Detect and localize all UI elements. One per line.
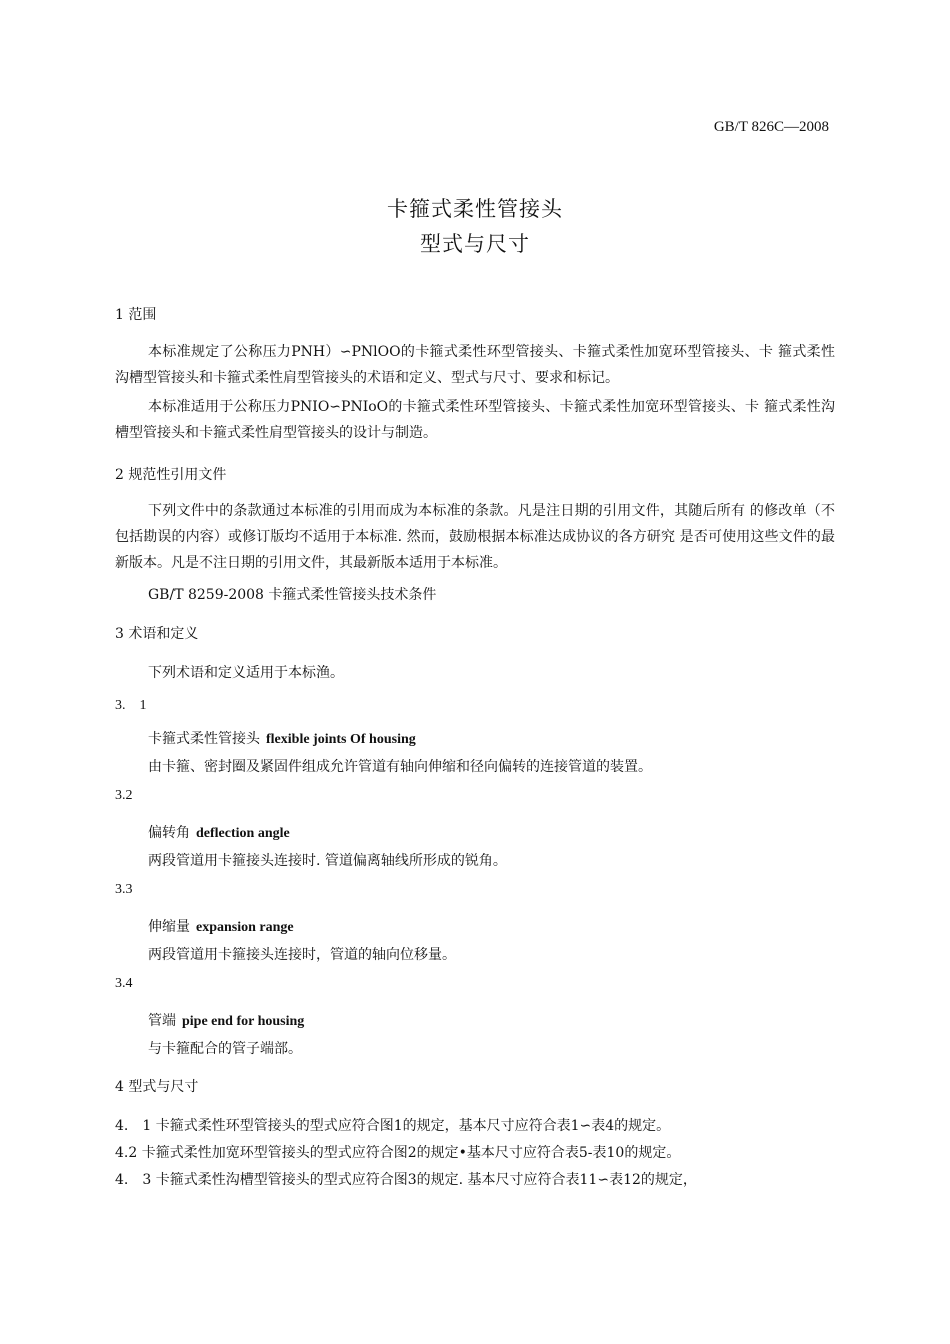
term-english: flexible joints Of housing bbox=[266, 732, 416, 747]
standard-number: GB/T 826C—2008 bbox=[713, 119, 829, 135]
term-definition: 两段管道用卡箍接头连接时，管道的轴向位移量。 bbox=[148, 947, 456, 963]
clause-4-3: 4. 3 卡箍式柔性沟槽型管接头的型式应符合图3的规定. 基本尺寸应符合表11∽表12的规定， bbox=[115, 1172, 697, 1188]
clause-4-1: 4. 1 卡箍式柔性环型管接头的型式应符合图1的规定，基本尺寸应符合表1∽表4的规定。 bbox=[115, 1118, 671, 1134]
term-number: 3.2 bbox=[115, 788, 133, 803]
term-title bbox=[148, 916, 294, 936]
term-number: 3.4 bbox=[115, 976, 133, 991]
term-title bbox=[148, 728, 416, 748]
term-chinese: 管端 bbox=[148, 1013, 176, 1029]
term-chinese: 伸缩量 bbox=[148, 919, 190, 935]
section-2-paragraph: 下列文件中的条款通过本标准的引用而成为本标准的条款。凡是注日期的引用文件，其随后所有 的修改单（不包括勘误的内容）或修订版均不适用于本标准. 然而，鼓励根据本标准达成协议的各方研究 是否可使用这些文件的最新版本。凡是不注日期的引用文件，其最新版本适用于本标准。 bbox=[115, 503, 835, 571]
term-title bbox=[148, 822, 290, 842]
term-english: deflection angle bbox=[196, 826, 290, 841]
document-title-line1: 卡箍式柔性管接头 bbox=[387, 197, 563, 221]
term-chinese: 偏转角 bbox=[148, 825, 190, 841]
section-2-heading: 2 规范性引用文件 bbox=[115, 467, 227, 483]
term-definition: 两段管道用卡箍接头连接时. 管道偏离轴线所形成的锐角。 bbox=[148, 853, 507, 869]
clause-4-2: 4.2 卡箍式柔性加宽环型管接头的型式应符合图2的规定•基本尺寸应符合表5-表10的规定。 bbox=[115, 1145, 681, 1161]
section-1-heading: 1 范围 bbox=[115, 307, 157, 323]
section-3-heading: 3 术语和定义 bbox=[115, 626, 199, 642]
term-title bbox=[148, 1010, 304, 1030]
section-4-heading: 4 型式与尺寸 bbox=[115, 1079, 199, 1095]
term-number: 3. 1 bbox=[115, 698, 147, 713]
term-number: 3.3 bbox=[115, 882, 133, 897]
term-definition: 与卡箍配合的管子端部。 bbox=[148, 1041, 302, 1057]
term-english: expansion range bbox=[196, 920, 294, 935]
term-definition: 由卡箍、密封圈及紧固件组成允许管道有轴向伸缩和径向偏转的连接管道的装置。 bbox=[148, 759, 652, 775]
document-title-line2: 型式与尺寸 bbox=[420, 232, 530, 256]
normative-reference: GB/T 8259-2008 卡箍式柔性管接头技术条件 bbox=[148, 587, 437, 603]
term-english: pipe end for housing bbox=[182, 1014, 305, 1029]
section-3-intro: 下列术语和定义适用于本标渔。 bbox=[148, 665, 344, 681]
section-1-paragraph-1: 本标准规定了公称压力PNH）∽PNlOO的卡箍式柔性环型管接头、卡箍式柔性加宽环型管接头、卡 箍式柔性沟槽型管接头和卡箍式柔性肩型管接头的术语和定义、型式与尺寸、要求和标记。 bbox=[115, 344, 835, 386]
section-1-paragraph-2: 本标准适用于公称压力PNIO∽PNIoO的卡箍式柔性环型管接头、卡箍式柔性加宽环型管接头、卡 箍式柔性沟槽型管接头和卡箍式柔性肩型管接头的设计与制造。 bbox=[115, 399, 835, 441]
term-chinese: 卡箍式柔性管接头 bbox=[148, 731, 260, 747]
